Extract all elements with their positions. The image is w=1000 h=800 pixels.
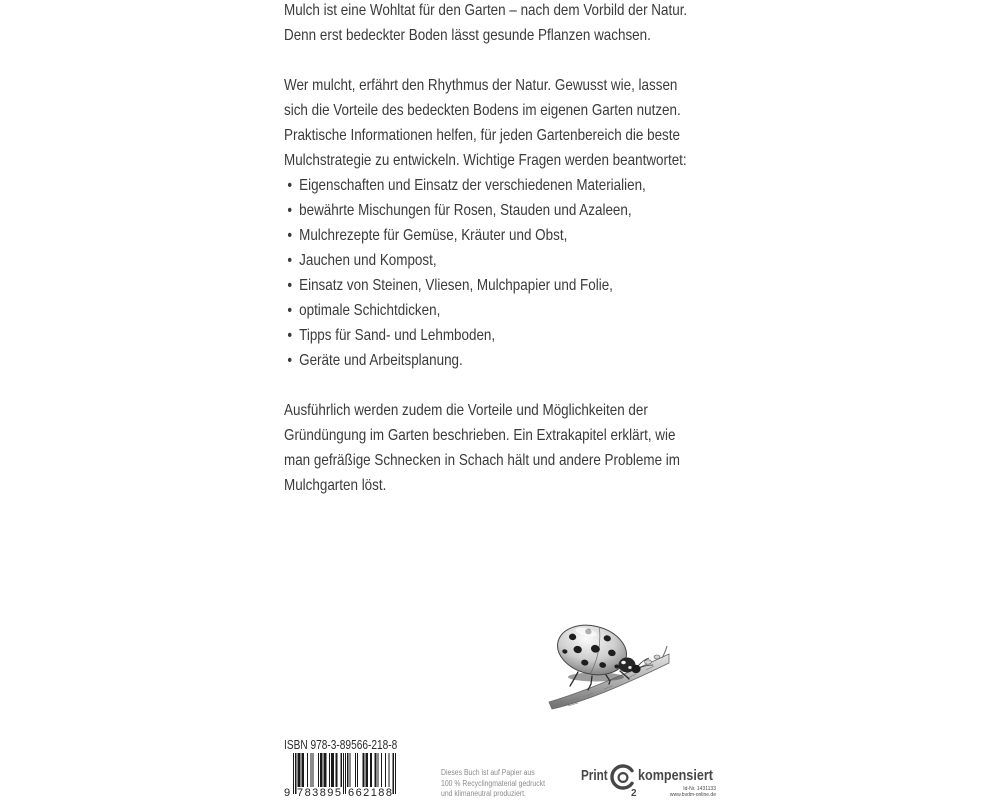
pronotum-spot [628, 666, 632, 669]
co2-c-arc [612, 766, 632, 788]
logo-website: www.bvdm-online.de [669, 791, 716, 798]
bullet-marker: • [287, 277, 293, 294]
print-co2-kompensiert-logo [580, 762, 720, 799]
isbn-label: ISBN 978-3-89566-218-8 [284, 737, 398, 752]
list-item-text: Jauchen und Kompost, [299, 252, 437, 269]
recycling-note [441, 768, 545, 800]
barcode-right-digits: 662188 [348, 787, 394, 799]
barcode-guard-bar [293, 753, 294, 794]
bullet-marker: • [287, 302, 293, 319]
text-line: Gründüngung im Garten beschrieben. Ein Extrakapitel erklärt, wie [284, 427, 676, 444]
barcode-bar [323, 753, 326, 787]
pronotum-spot [621, 661, 626, 665]
logo-print-text: Print [581, 767, 608, 784]
barcode-bar [357, 753, 358, 787]
bullet-marker: • [287, 327, 293, 344]
barcode-bar [313, 753, 314, 787]
list-item-text: Mulchrezepte für Gemüse, Kräuter und Obst, [299, 227, 568, 244]
barcode-guard-bar [395, 753, 396, 794]
intro-paragraph [284, 0, 704, 48]
barcode-bar [341, 753, 342, 787]
barcode-bar [335, 753, 337, 787]
ladybug-illustration [548, 620, 670, 710]
barcode-bar [349, 753, 350, 787]
barcode-guard-bar [343, 753, 344, 794]
barcode-bar [318, 753, 319, 787]
barcode-bar [362, 753, 364, 787]
barcode-bar [388, 753, 389, 787]
text-line: sich die Vorteile des bedeckten Bodens im eigenen Garten nutzen. [284, 102, 681, 119]
blurb-text [284, 0, 704, 523]
barcode-bar [302, 753, 304, 787]
list-item [284, 348, 704, 373]
text-line: Mulch ist eine Wohltat für den Garten – nach dem Vorbild der Natur. [284, 2, 688, 19]
list-item-text: Eigenschaften und Einsatz der verschiedenen Materialien, [299, 177, 646, 194]
bullet-marker: • [287, 227, 293, 244]
barcode-first-digit: 9 [284, 787, 291, 799]
list-item [284, 298, 704, 323]
logo-id-number: Id-Nr. 1431133 [683, 786, 716, 792]
bullet-marker: • [287, 202, 293, 219]
text-line: man gefräßige Schnecken in Schach hält und andere Probleme im [284, 452, 680, 469]
recycling-note-line: 100 % Recyclingmaterial gedruckt [441, 778, 546, 788]
lead-paragraph [284, 73, 704, 173]
recycling-note-line: und klimaneutral produziert. [441, 789, 526, 798]
list-item [284, 223, 704, 248]
text-line: Denn erst bedeckter Boden lässt gesunde Pflanzen wachsen. [284, 27, 651, 44]
barcode-bar [366, 753, 368, 787]
bullet-marker: • [287, 352, 293, 369]
list-item [284, 198, 704, 223]
list-item-text: optimale Schichtdicken, [299, 302, 441, 319]
text-line: Mulchgarten löst. [284, 477, 387, 494]
list-item [284, 248, 704, 273]
logo-kompensiert-text: kompensiert [638, 767, 713, 784]
barcode-bar [320, 753, 322, 787]
ladybug-body [552, 620, 632, 682]
barcode-guard-bar [345, 753, 346, 794]
barcode-bar [355, 753, 356, 787]
feature-list [284, 173, 704, 373]
barcode-bar [331, 753, 334, 787]
barcode-bar [385, 753, 386, 787]
barcode-bar [374, 753, 376, 787]
co2-icon [608, 762, 640, 798]
barcode-bar [370, 753, 372, 787]
closing-paragraph [284, 398, 704, 498]
list-item [284, 173, 704, 198]
text-line: Mulchstrategie zu entwickeln. Wichtige Fragen werden beantwortet: [284, 152, 687, 169]
barcode-left-digits: 783895 [297, 787, 343, 799]
logo-small-print [670, 787, 716, 798]
text-line: Wer mulcht, erfährt den Rhythmus der Natur. Gewusst wie, lassen [284, 77, 678, 94]
recycling-note-line: Dieses Buch ist auf Papier aus [441, 768, 535, 777]
ladybug-head [631, 665, 640, 673]
text-line: Praktische Informationen helfen, für jeden Gartenbereich die beste [284, 127, 680, 144]
bullet-marker: • [287, 177, 293, 194]
barcode-bar [297, 753, 300, 787]
co2-subscript: 2 [631, 788, 637, 798]
barcode-bar [329, 753, 330, 787]
bullet-marker: • [287, 252, 293, 269]
list-item-text: Geräte und Arbeitsplanung. [299, 352, 463, 369]
barcode-bar [347, 753, 348, 787]
list-item [284, 323, 704, 348]
barcode-bar [378, 753, 379, 787]
barcode-bar [307, 753, 308, 787]
barcode-bar [310, 753, 311, 787]
list-item [284, 273, 704, 298]
barcode-bar [381, 753, 382, 787]
list-item-text: bewährte Mischungen für Rosen, Stauden und Azaleen, [299, 202, 632, 219]
text-line: Ausführlich werden zudem die Vorteile und Möglichkeiten der [284, 402, 648, 419]
co2-o-ring [619, 773, 628, 782]
list-item-text: Tipps für Sand- und Lehmboden, [299, 327, 496, 344]
list-item-text: Einsatz von Steinen, Vliesen, Mulchpapier und Folie, [299, 277, 613, 294]
